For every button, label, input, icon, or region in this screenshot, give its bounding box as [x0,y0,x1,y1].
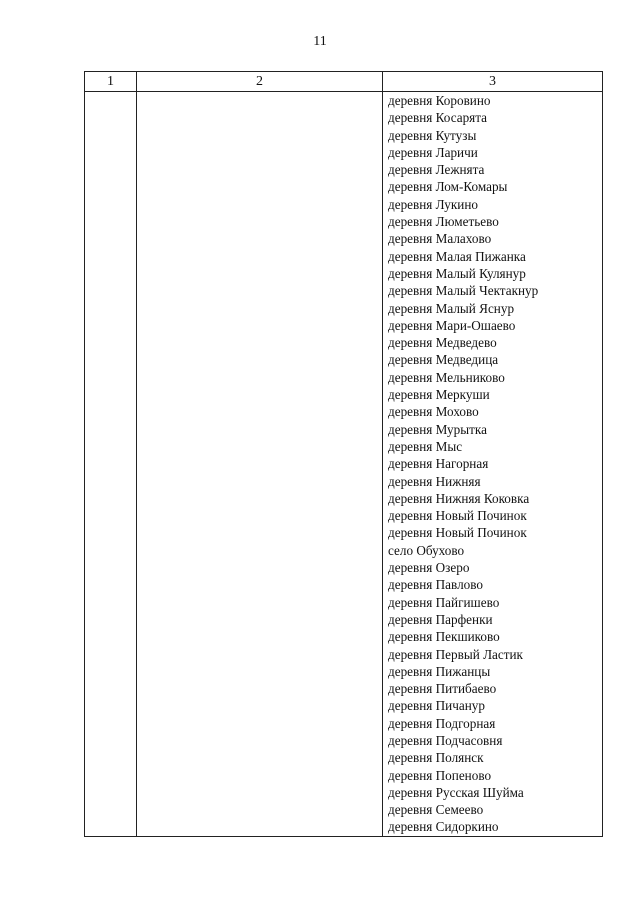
list-item: деревня Парфенки [388,611,493,627]
list-item: деревня Лежнята [388,162,485,178]
list-item: деревня Лукино [388,196,478,212]
cell-col2 [137,92,383,837]
list-item: деревня Новый Починок [388,508,527,524]
list-item: деревня Попеново [388,767,492,783]
list-item: деревня Нижняя Коковка [388,490,530,506]
list-item: деревня Малая Пижанка [388,248,526,264]
list-item: деревня Русская Шуйма [388,784,524,800]
list-item: деревня Пайгишево [388,594,500,610]
list-item: деревня Пижанцы [388,663,491,679]
list-item: деревня Ларичи [388,144,478,160]
list-item: деревня Озеро [388,560,470,576]
list-item: деревня Первый Ластик [388,646,523,662]
list-item: деревня Подчасовня [388,732,503,748]
list-item: деревня Полянск [388,750,484,766]
cell-col1 [85,92,137,837]
column-header-2: 2 [137,72,383,92]
table-row [85,92,603,837]
list-item: деревня Питибаево [388,681,497,697]
list-item: деревня Мурытка [388,421,487,437]
list-item: деревня Подгорная [388,715,496,731]
cell-col3 [383,92,603,837]
list-item: деревня Павлово [388,577,483,593]
table-header [85,72,603,92]
page-number: 11 [313,34,327,49]
list-item: деревня Нагорная [388,456,489,472]
list-item: деревня Мельниково [388,369,505,385]
list-item: деревня Семеево [388,802,484,818]
column-header-1: 1 [85,72,137,92]
list-item: деревня Люметьево [388,214,499,230]
list-item: деревня Малый Кулянур [388,265,526,281]
list-item: село Обухово [388,542,465,558]
list-item: деревня Малый Чектакнур [388,283,539,299]
list-item: деревня Мари-Ошаево [388,317,516,333]
settlement-list [383,92,602,836]
list-item: деревня Кутузы [388,127,477,143]
table-body [85,92,603,837]
list-item: деревня Косарята [388,110,488,126]
list-item: деревня Новый Починок [388,525,527,541]
list-item: деревня Коровино [388,93,491,108]
list-item: деревня Мыс [388,438,463,454]
list-item: деревня Малый Яснур [388,300,515,316]
list-item: деревня Медведица [388,352,499,368]
header-row [85,72,603,92]
list-item: деревня Пичанур [388,698,485,714]
list-item: деревня Нижняя [388,473,481,489]
list-item: деревня Лом-Комары [388,179,508,195]
list-item: деревня Малахово [388,231,492,247]
settlements-table [84,71,603,837]
list-item: деревня Сидоркино [388,819,499,835]
list-item: деревня Пекшиково [388,629,500,645]
list-item: деревня Меркуши [388,387,490,403]
list-item: деревня Медведево [388,335,497,351]
list-item: деревня Мохово [388,404,479,420]
column-header-3: 3 [383,72,603,92]
